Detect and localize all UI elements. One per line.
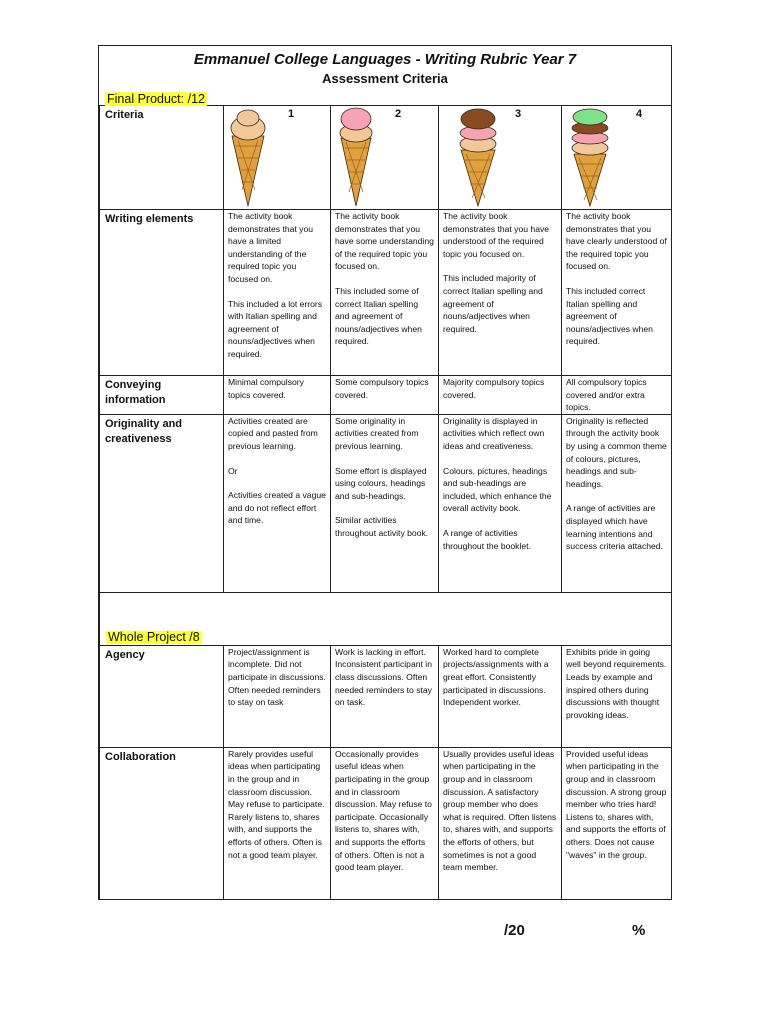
descriptor-text: Project/assignment is incomplete. Did not participate in discussions. Often needed reminders to stay on task xyxy=(228,646,326,708)
descriptor-text: Some originality in activities created from previous learning. xyxy=(335,415,419,451)
total-score: /20 xyxy=(504,922,525,939)
level-number: 2 xyxy=(395,108,402,120)
descriptor-text: Rarely provides useful ideas when participating in the group and in classroom discussion. May refuse to participate. Rarely listens to, shares with, and supports the efforts of others. Often is not a good team player. xyxy=(228,748,325,860)
descriptor-text: Worked hard to complete projects/assignments with a great effort. Consistently participated in discussions. Independent worker. xyxy=(443,646,549,708)
criterion-row xyxy=(100,210,672,376)
criterion-name: Writing elements xyxy=(100,210,224,376)
descriptor-text: This included some of correct Italian spelling and agreement of nouns/adjectives when required. xyxy=(335,285,422,347)
whole-project-header-row xyxy=(100,629,672,646)
descriptor-text: Some compulsory topics covered. xyxy=(335,377,429,400)
level-number: 3 xyxy=(515,108,522,120)
level-2-descriptor xyxy=(331,376,439,415)
descriptor-text: Activities created are copied and pasted from previous learning. xyxy=(228,415,318,451)
criterion-row xyxy=(100,747,672,899)
descriptor-text: Usually provides useful ideas when participating in the group and in classroom discussion. A satisfactory group member who does what is required. Often listens to, shares with, and supports the efforts of others, but sometimes is not a good team member. xyxy=(443,748,557,873)
criterion-name: Originality and creativeness xyxy=(100,414,224,592)
level-3-descriptor xyxy=(439,645,562,747)
level-3-descriptor xyxy=(439,376,562,415)
rubric-sheet xyxy=(98,45,672,900)
ice-cream-cone-four-scoop-icon xyxy=(562,106,672,209)
level-number: 1 xyxy=(288,108,295,120)
rubric-subtitle: Assessment Criteria xyxy=(322,71,448,86)
descriptor-text: Some effort is displayed using colours, headings and sub-headings. xyxy=(335,465,427,501)
level-3-descriptor xyxy=(439,210,562,376)
criterion-name: Agency xyxy=(100,645,224,747)
level-2-cell xyxy=(331,106,439,210)
level-3-cell xyxy=(439,106,562,210)
descriptor-text: The activity book demonstrates that you have a limited understanding of the required topic you focused on. xyxy=(228,211,314,284)
level-1-descriptor xyxy=(224,210,331,376)
descriptor-text: The activity book demonstrates that you have understood of the required topic you focused on. xyxy=(443,211,550,259)
descriptor-text: All compulsory topics covered and/or extra topics. xyxy=(566,377,647,413)
descriptor-text: Minimal compulsory topics covered. xyxy=(228,377,304,400)
level-4-descriptor xyxy=(562,414,672,592)
descriptor-text: Originality is displayed in activities which reflect own ideas and creativeness. xyxy=(443,415,545,451)
level-4-descriptor xyxy=(562,645,672,747)
descriptor-text: Occasionally provides useful ideas when participating in the group and in classroom discussion. May refuse to participate. Occasionally listens to, shares with, and supports the efforts of others. Often is not a good team player. xyxy=(335,748,432,873)
ice-cream-cone-one-scoop-icon xyxy=(224,106,331,209)
whole-project-label: Whole Project /8 xyxy=(108,630,200,645)
descriptor-text: Originality is reflected through the activity book by using a common theme of colours, pictures, headings and sub-headings. xyxy=(566,415,667,489)
level-2-descriptor xyxy=(331,645,439,747)
level-4-descriptor xyxy=(562,747,672,899)
level-header-row xyxy=(100,106,672,210)
descriptor-text: This included a lot errors with Italian spelling and agreement of nouns/adjectives when required. xyxy=(228,298,323,359)
level-3-descriptor xyxy=(439,414,562,592)
descriptor-text: This included correct Italian spelling and agreement of nouns/adjectives when required. xyxy=(566,285,653,347)
level-2-descriptor xyxy=(331,414,439,592)
descriptor-text: The activity book demonstrates that you have clearly understood of the required topic you focused on. xyxy=(566,211,667,272)
level-4-descriptor xyxy=(562,210,672,376)
level-number: 4 xyxy=(636,108,643,120)
level-2-descriptor xyxy=(331,747,439,899)
descriptor-text: A range of activities are displayed which have learning intentions and success criteria attached. xyxy=(566,503,663,552)
descriptor-text: Work is lacking in effort. Inconsistent participant in class discussions. Often needed reminders to stay on task. xyxy=(335,646,432,708)
ice-cream-cone-three-scoop-icon xyxy=(439,106,562,209)
rubric-table xyxy=(99,105,672,900)
rubric-header xyxy=(99,46,671,105)
level-4-cell xyxy=(562,106,672,210)
descriptor-text: Activities created a vague and do not reflect effort and time. xyxy=(228,490,326,526)
level-1-cell xyxy=(224,106,331,210)
descriptor-text: Colours, pictures, headings and sub-headings are included, which enhance the overall activity book. xyxy=(443,465,552,514)
descriptor-text: Or xyxy=(228,465,238,476)
ice-cream-cone-two-scoop-icon xyxy=(331,106,439,209)
level-1-descriptor xyxy=(224,747,331,899)
level-1-descriptor xyxy=(224,376,331,415)
criterion-name: Conveying information xyxy=(100,376,224,415)
level-1-descriptor xyxy=(224,414,331,592)
level-4-descriptor xyxy=(562,376,672,415)
rubric-title: Emmanuel College Languages - Writing Rubric Year 7 xyxy=(193,51,577,68)
criterion-row xyxy=(100,376,672,415)
descriptor-text: Exhibits pride in going well beyond requirements. Leads by example and inspired others during discussions with thought provoking ideas. xyxy=(566,646,667,720)
descriptor-text: A range of activities throughout the booklet. xyxy=(443,527,531,551)
percent-score: % xyxy=(632,922,646,939)
level-3-descriptor xyxy=(439,747,562,899)
descriptor-text: The activity book demonstrates that you have some understanding of the required topic you focused on. xyxy=(335,211,434,272)
criteria-heading: Criteria xyxy=(100,106,224,210)
descriptor-text: Majority compulsory topics covered. xyxy=(443,377,545,400)
criterion-name: Collaboration xyxy=(100,747,224,899)
final-product-label: Final Product: /12 xyxy=(107,92,205,106)
criterion-row xyxy=(100,414,672,592)
level-2-descriptor xyxy=(331,210,439,376)
descriptor-text: This included majority of correct Italian spelling and agreement of nouns/adjectives when required. xyxy=(443,273,543,334)
descriptor-text: Similar activities throughout activity book. xyxy=(335,515,429,538)
section-spacer xyxy=(100,592,672,629)
criterion-row xyxy=(100,645,672,747)
level-1-descriptor xyxy=(224,645,331,747)
descriptor-text: Provided useful ideas when participating in the group and in classroom discussion. A strong group member who tries hard! Listens to, shares with, and supports the efforts of others. Does not cause "waves" in the group. xyxy=(566,748,667,860)
